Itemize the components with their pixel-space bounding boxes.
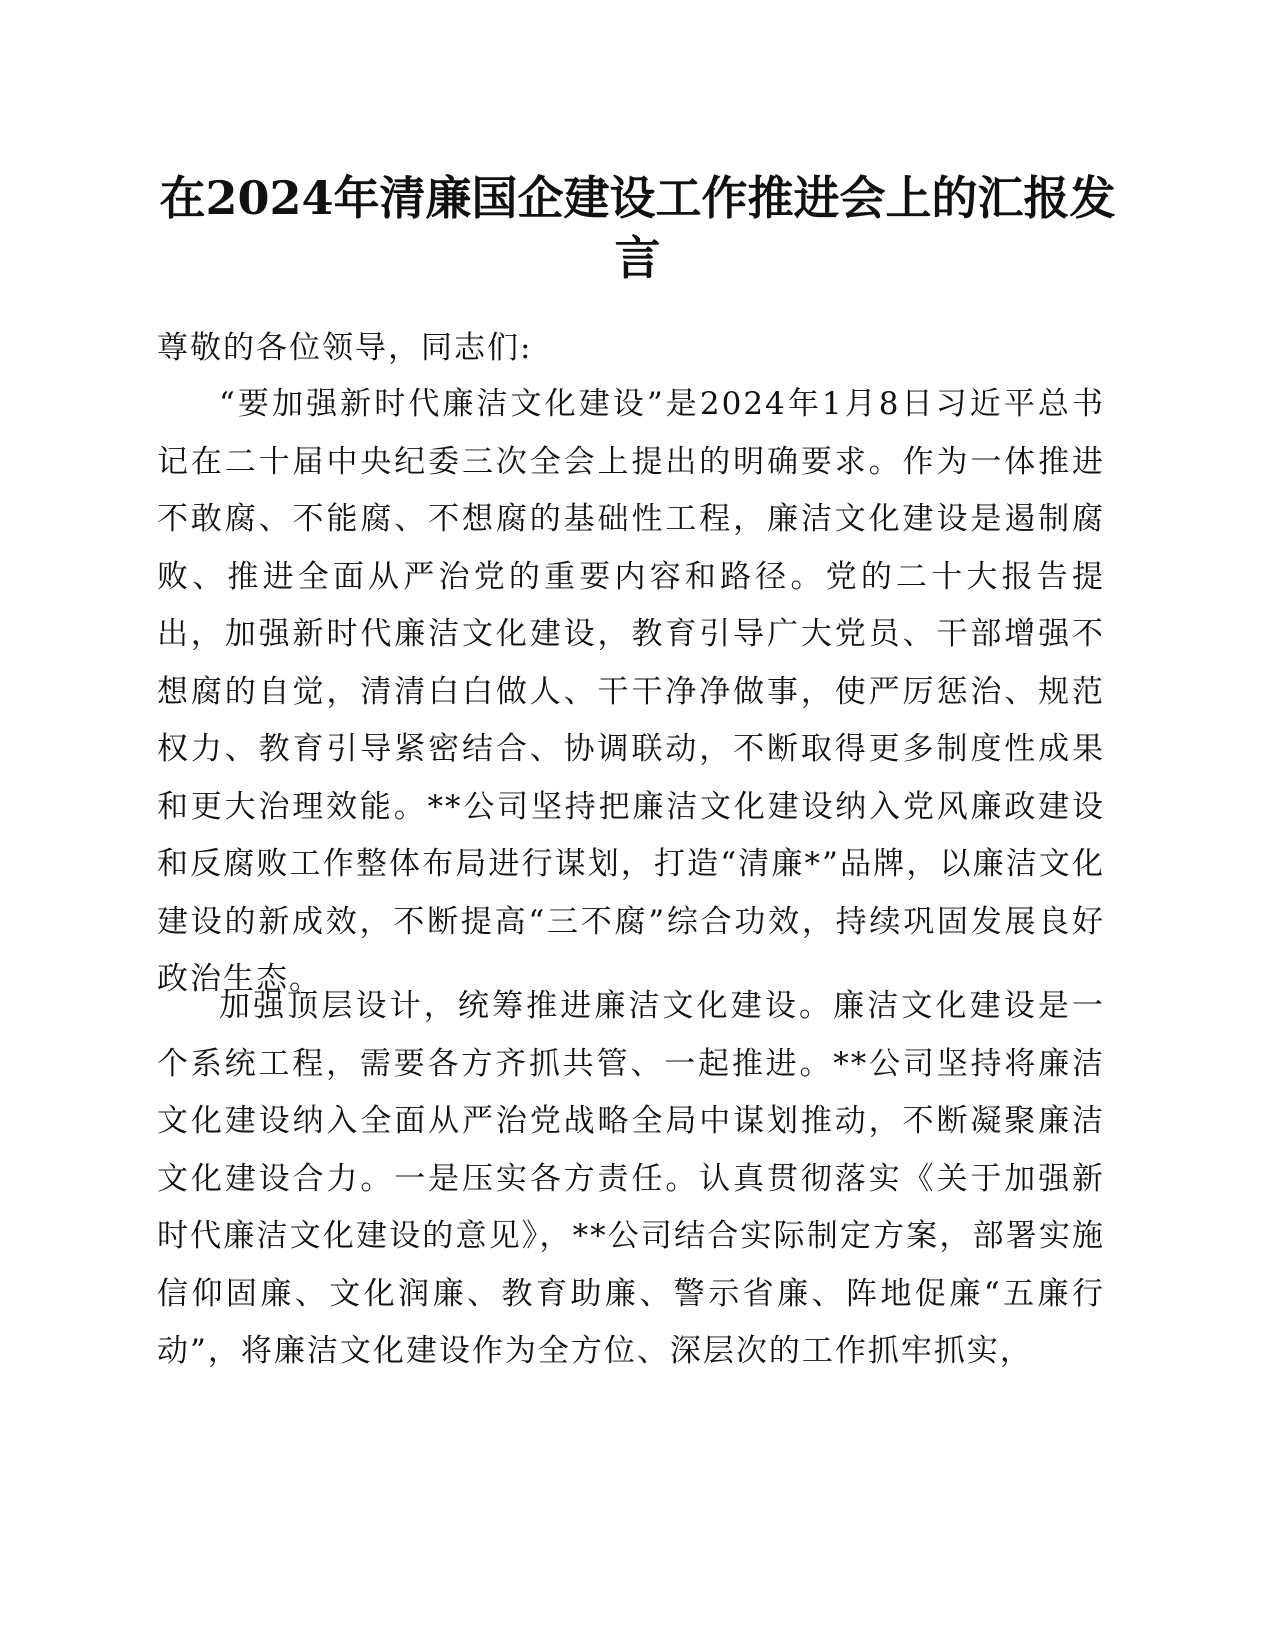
document-title: 在2024年清廉国企建设工作推进会上的汇报发言 xyxy=(159,171,1116,285)
paragraph-2: 加强顶层设计，统筹推进廉洁文化建设。廉洁文化建设是一个系统工程，需要各方齐抓共管、一起推进。**公司坚持将廉洁文化建设纳入全面从严治党战略全局中谋划推动，不断凝聚廉洁文化建设合力。一是压实各方责任。认真贯彻落实《关于加强新时代廉洁文化建设的意见》，**公司结合实际制定方案，部署实施信仰固廉、文化润廉、教育助廉、警示省廉、阵地促廉“五廉行动”，将廉洁文化建设作为全方位、深层次的工作抓牢抓实， xyxy=(157,988,1105,1369)
salutation: 尊敬的各位领导，同志们: xyxy=(157,330,533,366)
paragraph-1: “要加强新时代廉洁文化建设”是2024年1月8日习近平总书记在二十届中央纪委三次全会上提出的明确要求。作为一体推进不敢腐、不能腐、不想腐的基础性工程，廉洁文化建设是遏制腐败、推进全面从严治党的重要内容和路径。党的二十大报告提出，加强新时代廉洁文化建设，教育引导广大党员、干部增强不想腐的自觉，清清白白做人、干干净净做事，使严厉惩治、规范权力、教育引导紧密结合、协调联动，不断取得更多制度性成果和更大治理效能。**公司坚持把廉洁文化建设纳入党风廉政建设和反腐败工作整体布局进行谋划，打造“清廉*”品牌，以廉洁文化建设的新成效，不断提高“三不腐”综合功效，持续巩固发展良好政治生态。 xyxy=(157,386,1105,997)
